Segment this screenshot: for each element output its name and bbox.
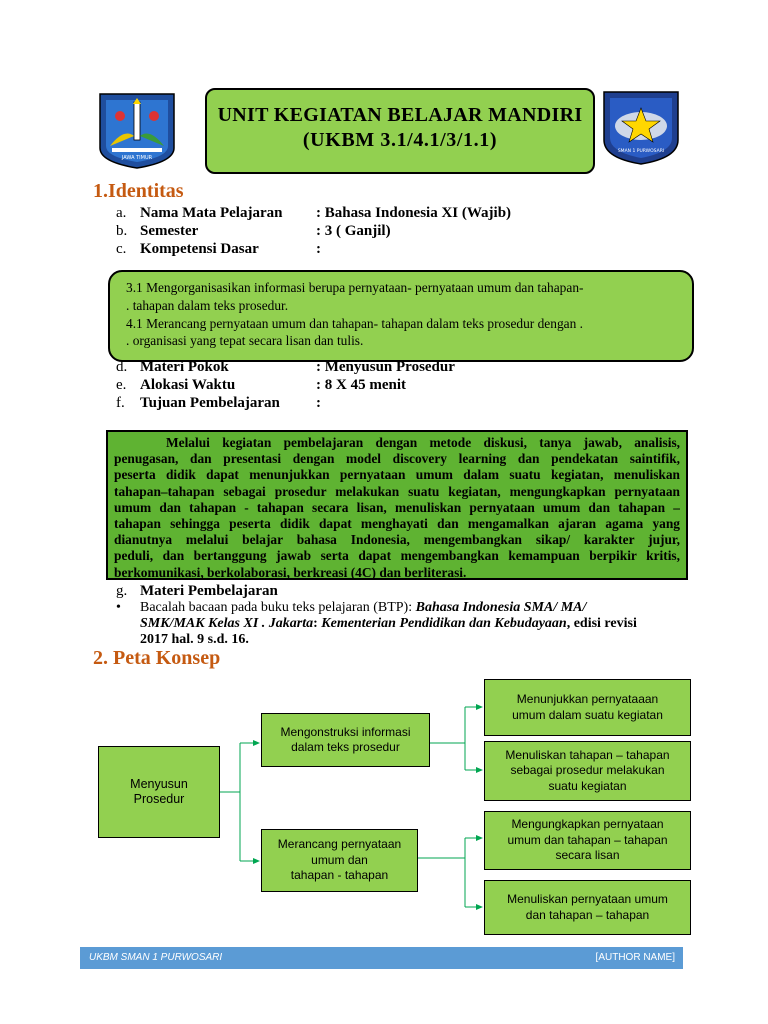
footer-author: [AUTHOR NAME] [595,952,675,963]
row-letter: f. [116,395,125,411]
row-value: : Menyusun Prosedur [316,359,455,375]
doc-title: UNIT KEGIATAN BELAJAR MANDIRI [217,104,583,126]
tujuan-line: berkomunikasi, berkolaborasi, berkreasi (4C) dan berliterasi. [114,564,467,580]
concept-leaf-1 [484,679,691,736]
tujuan-line: tahapan–tahapan sebagai prosedur melakukan suatu kegiatan, mengungkapkan pernyataan [114,483,680,499]
concept-text: umum dan [311,852,368,867]
concept-text: Menuliskan tahapan – tahapan [505,747,670,762]
edition: , edisi revisi [566,616,637,631]
concept-leaf-4 [484,880,691,935]
book-title: Bahasa Indonesia SMA/ MA/ [415,600,587,615]
concept-text: secara lisan [555,848,620,863]
row-letter: a. [116,205,127,221]
emblem-text: JAWA TIMUR [121,155,153,161]
row-value: : 3 ( Ganjil) [316,223,391,239]
row-letter: b. [116,223,128,239]
row-value: : 8 X 45 menit [316,377,406,393]
concept-mid-1 [261,713,430,767]
row-label: Kompetensi Dasar [140,241,259,257]
publisher: Kementerian Pendidikan dan Kebudayaan [321,616,567,631]
row-letter: d. [116,359,128,375]
concept-text: dan tahapan – tahapan [525,907,650,922]
kd-line: 3.1 Mengorganisasikan informasi berupa pernyataan- pernyataan umum dan tahapan- [126,280,584,295]
tujuan-line: peserta didik dapat menunjukkan pernyataan umum dalam suatu kegiatan, menuliskan [114,467,680,483]
row-letter: c. [116,241,127,257]
concept-text: Mengungkapkan pernyataan [511,817,664,832]
concept-text: suatu kegiatan [548,778,627,793]
footer-left: UKBM SMAN 1 PURWOSARI [89,952,223,963]
row-label: Materi Pokok [140,359,229,375]
concept-mid-2 [261,829,418,892]
concept-text: Mengonstruksi informasi [280,724,411,739]
row-label: Alokasi Waktu [140,377,236,393]
bullet-colon: : [313,616,322,631]
row-label: Tujuan Pembelajaran [140,395,280,411]
identitas-heading: 1.Identitas [93,180,184,202]
page-footer [80,947,683,969]
bullet-line: 2017 hal. 9 s.d. 16. [140,632,249,647]
bullet-icon: • [116,600,121,615]
school-logo-text: SMAN 1 PURWOSARI [617,149,665,154]
bullet-text: Bacalah bacaan pada buku teks pelajaran (BTP): [140,600,416,615]
concept-text: dalam teks prosedur [291,740,400,754]
peta-konsep-heading: 2. Peta Konsep [93,647,221,669]
row-value: : [316,241,321,257]
concept-text: Merancang pernyataan [277,837,402,852]
concept-leaf-3 [484,811,691,870]
tujuan-line: penugasan, dan presentasi dengan model discovery learning dan pendekatan saintifik, [114,451,680,467]
row-label: Semester [140,223,199,239]
row-value: : Bahasa Indonesia XI (Wajib) [316,205,512,221]
concept-text: umum dalam suatu kegiatan [512,707,663,722]
row-label: Materi Pembelajaran [140,583,278,599]
concept-text: Menuliskan pernyataan umum [507,892,668,906]
row-value: : [316,395,321,411]
tujuan-line: dianutnya melalui belajar bahasa Indonesia, mengembangkan sikap/ karakter jujur, [114,532,680,548]
concept-text: Menunjukkan pernyataaan [516,692,659,706]
concept-text: Prosedur [133,792,185,806]
concept-text: umum dan tahapan – tahapan [507,832,668,847]
tujuan-line: Melalui kegiatan pembelajaran dengan metode diskusi, tanya jawab, analisis, [166,435,680,450]
kd-line: . organisasi yang tepat secara lisan dan tulis. [126,333,364,348]
concept-leaf-2 [484,741,691,801]
row-label: Nama Mata Pelajaran [140,205,283,221]
kd-line: 4.1 Merancang pernyataan umum dan tahapan- tahapan dalam teks prosedur dengan . [126,316,583,331]
tujuan-line: umum dan tahapan - tahapan secara lisan, menuliskan pernyataan umum dan tahapan – [114,499,680,515]
concept-text: Menyusun [130,776,188,791]
book-title-cont: SMK/MAK Kelas XI . Jakarta [140,616,314,631]
tujuan-line: peduli, dan bertanggung jawab serta dapat mengembangkan kemampuan berpikir kritis, [114,548,680,564]
doc-code: (UKBM 3.1/4.1/3/1.1) [302,129,498,151]
kd-line: . tahapan dalam teks prosedur. [126,298,289,313]
row-letter: g. [116,583,128,599]
row-letter: e. [116,377,127,393]
concept-text: tahapan - tahapan [290,868,389,883]
tujuan-line: tahapan sehingga peserta didik dapat menghayati dan mengamalkan ajaran agama yang [114,516,680,532]
concept-text: sebagai prosedur melakukan [510,763,665,778]
concept-root [98,746,220,838]
